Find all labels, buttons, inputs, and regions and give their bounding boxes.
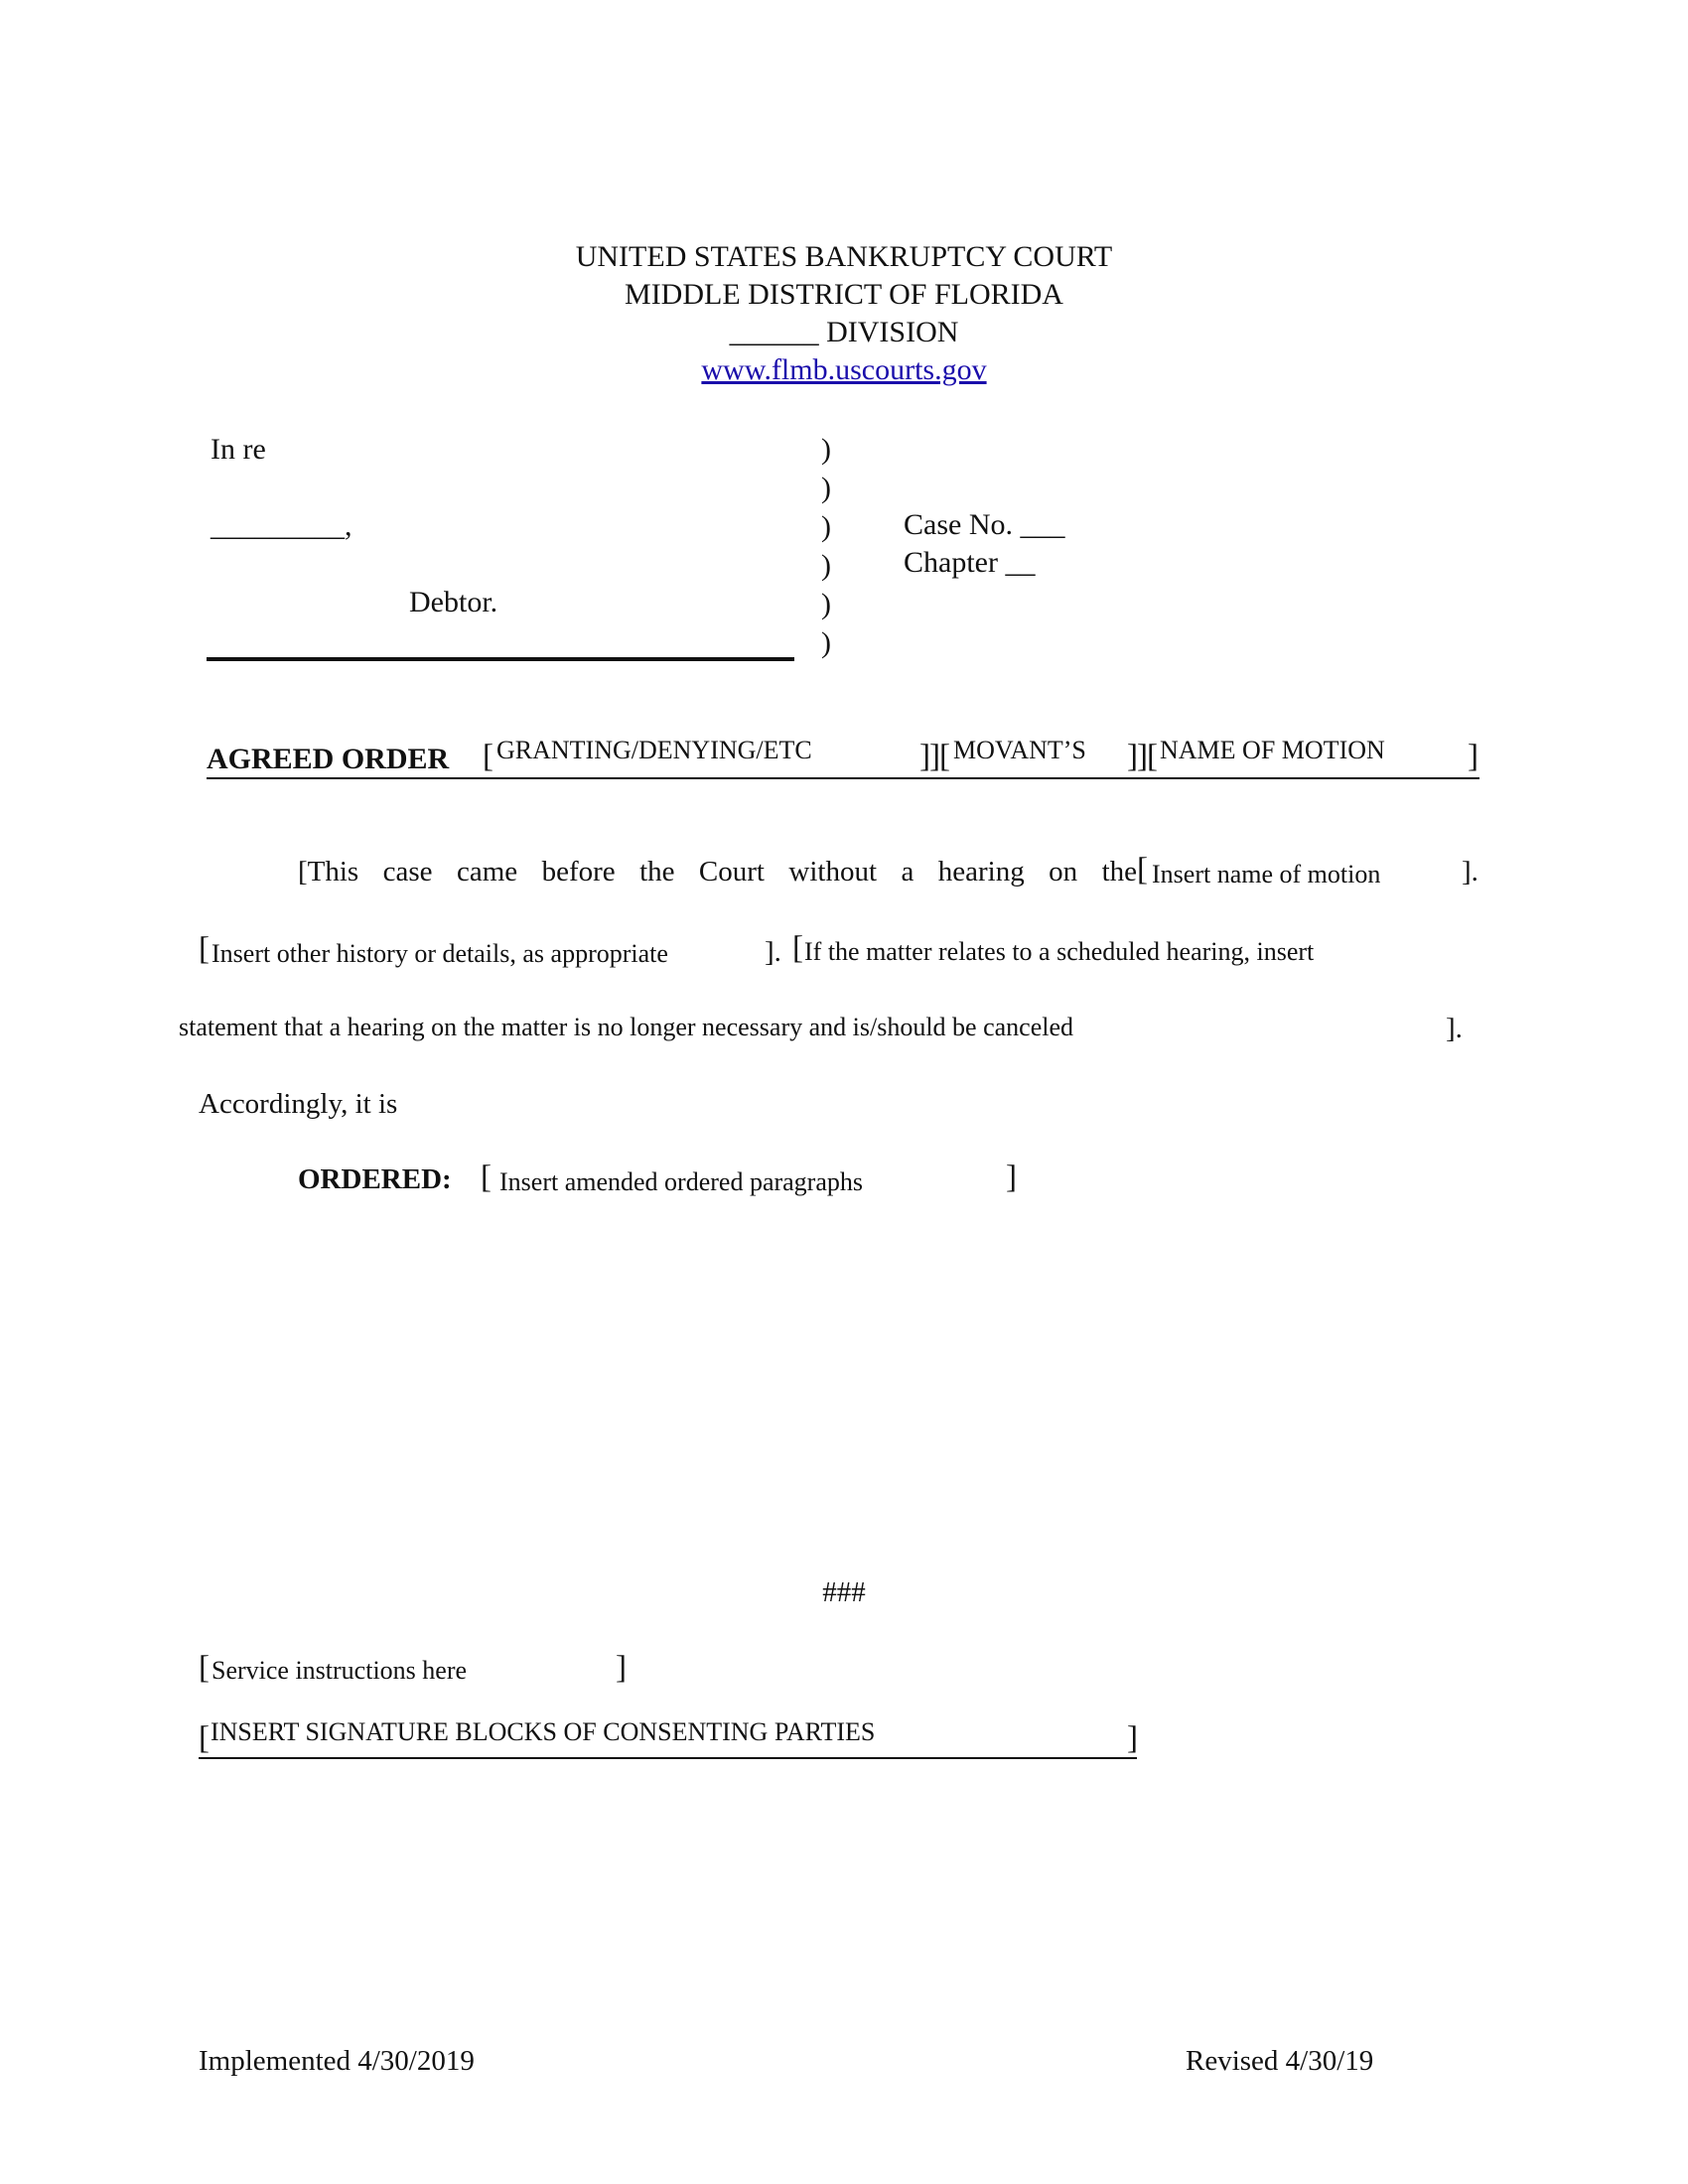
body-bracket: [ [481, 1160, 492, 1195]
signature-bracket: ] [1127, 1720, 1138, 1756]
body-intro-text: [This case came before the Court without a hearing on the [298, 856, 1137, 887]
title-bracket: ] [1468, 739, 1478, 774]
court-name: UNITED STATES BANKRUPTCY COURT [575, 240, 1113, 273]
title-label: AGREED ORDER [207, 743, 450, 775]
body-bracket: [ [1137, 852, 1148, 887]
body-bracket: ] [1006, 1160, 1017, 1195]
accordingly-text: Accordingly, it is [199, 1088, 398, 1120]
hearing-statement-continued[interactable]: statement that a hearing on the matter is no longer necessary and is/should be canceled [179, 1013, 1074, 1041]
title-bracket: [ [483, 739, 493, 774]
district-name: MIDDLE DISTRICT OF FLORIDA [625, 278, 1063, 311]
in-re-label: In re [211, 433, 266, 466]
signature-blocks [199, 1715, 1137, 1759]
court-website[interactable] [0, 353, 1688, 387]
title-field-movant[interactable]: MOVANT’S [953, 736, 1086, 764]
hearing-statement-field[interactable]: If the matter relates to a scheduled hearing, insert [804, 937, 1315, 966]
history-details-field[interactable]: Insert other history or details, as appropriate [211, 939, 668, 968]
debtor-name-blank: _________, [211, 509, 352, 542]
caption-paren: ) [821, 549, 831, 582]
caption-paren: ) [821, 472, 831, 504]
title-bracket: [ [1147, 739, 1158, 774]
title-bracket: ] [1137, 739, 1148, 774]
order-title [207, 733, 1479, 779]
footer-implemented: Implemented 4/30/2019 [199, 2045, 475, 2077]
ordered-paragraphs-field[interactable]: Insert amended ordered paragraphs [499, 1167, 863, 1196]
caption-paren: ) [821, 588, 831, 620]
title-bracket: ] [1127, 739, 1138, 774]
service-bracket: ] [616, 1650, 627, 1686]
body-bracket-close: ]. [765, 936, 781, 968]
end-mark: ### [822, 1576, 866, 1608]
footer-revised: Revised 4/30/19 [1186, 2045, 1374, 2077]
signature-bracket: [ [199, 1720, 210, 1756]
division-line: ______ DIVISION [729, 316, 959, 348]
body-bracket: [ [792, 930, 803, 966]
title-bracket: [ [939, 739, 950, 774]
caption-paren: ) [821, 510, 831, 543]
motion-name-field[interactable]: Insert name of motion [1152, 860, 1381, 888]
website-link[interactable]: www.flmb.uscourts.gov [701, 353, 987, 386]
title-bracket: ] [919, 739, 930, 774]
body-bracket: [ [199, 931, 210, 967]
caption-paren: ) [821, 626, 831, 659]
body-bracket-close: ]. [1446, 1013, 1463, 1044]
caption-paren: ) [821, 433, 831, 466]
title-field-motion-name[interactable]: NAME OF MOTION [1160, 736, 1385, 764]
caption-rule [207, 657, 794, 661]
title-field-ruling[interactable]: GRANTING/DENYING/ETC [496, 736, 812, 764]
title-bracket: ] [929, 739, 940, 774]
body-bracket-close: ]. [1462, 856, 1478, 887]
ordered-label: ORDERED: [298, 1163, 452, 1195]
case-number: Case No. ___ [904, 508, 1065, 541]
chapter-number: Chapter __ [904, 546, 1036, 579]
signature-blocks-field[interactable]: INSERT SIGNATURE BLOCKS OF CONSENTING PARTIES [211, 1717, 876, 1746]
service-bracket: [ [199, 1650, 210, 1686]
service-instructions-field[interactable]: Service instructions here [211, 1656, 468, 1685]
debtor-label: Debtor. [409, 586, 498, 618]
